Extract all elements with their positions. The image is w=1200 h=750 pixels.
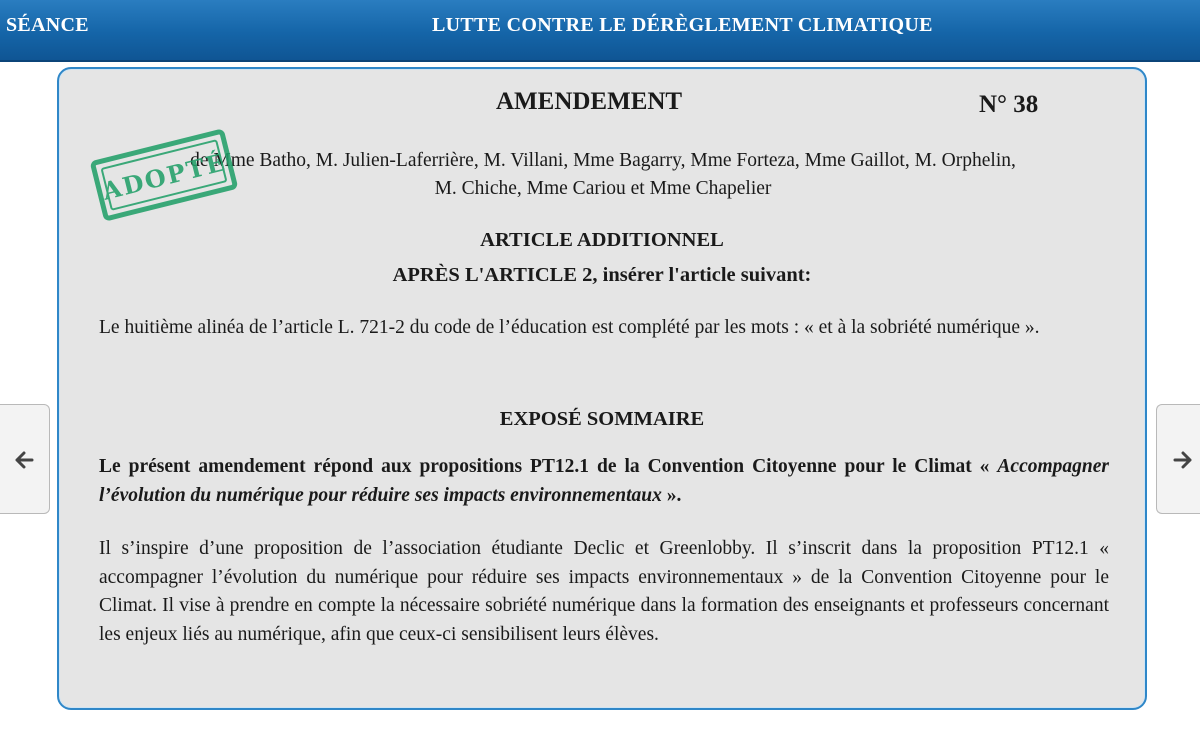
heading-article: ARTICLE ADDITIONNEL	[480, 229, 724, 251]
next-button[interactable]	[1156, 404, 1200, 514]
page-title: LUTTE CONTRE LE DÉRÈGLEMENT CLIMATIQUE	[432, 14, 933, 36]
summary-italic: Accompagner l’évolution du numérique pour réduire ses impacts environnementaux	[99, 456, 1109, 506]
amendment-title: AMENDEMENT	[496, 88, 683, 115]
section-label: SÉANCE	[6, 14, 89, 36]
amendment-card	[57, 67, 1147, 710]
amendment-body: Le huitième alinéa de l’article L. 721‑2 du code de l’éducation est complété par les mots : « et à la sobriété numérique ».	[99, 317, 1040, 338]
adopted-stamp	[90, 128, 239, 222]
authors-line-1: de Mme Batho, M. Julien-Laferrière, M. Villani, Mme Bagarry, Mme Forteza, Mme Gaillot, M. Orphelin,	[190, 150, 1016, 171]
arrow-right-icon	[1172, 451, 1192, 469]
heading-expose: EXPOSÉ SOMMAIRE	[499, 408, 705, 430]
summary-suffix: ».	[661, 485, 682, 506]
header-bar	[0, 0, 1200, 62]
stamp-text: ADOPTÉ	[99, 147, 230, 206]
authors-line-2: M. Chiche, Mme Cariou et Mme Chapelier	[434, 178, 772, 199]
previous-button[interactable]	[0, 404, 50, 514]
heading-apres: APRÈS L'ARTICLE 2, insérer l'article suivant:	[392, 264, 812, 286]
summary-prefix: Le présent amendement répond aux propositions PT12.1 de la Convention Citoyenne pour le Climat «	[99, 456, 998, 477]
arrow-left-icon	[15, 451, 35, 469]
explanation-paragraph: Il s’inspire d’une proposition de l’association étudiante Declic et Greenlobby. Il s’inscrit dans la proposition PT12.1 « accompagner l’évolution du numérique pour réduire ses impacts environnementaux » de la Convention Citoyenne pour le Climat. Il vise à prendre en compte la nécessaire sobriété numérique dans la formation des enseignants et professeurs concernant les enjeux liés au numérique, afin que ceux-ci sensibilisent leurs élèves.	[99, 538, 1109, 645]
summary-paragraph	[99, 452, 1109, 510]
amendment-number: N° 38	[979, 91, 1039, 118]
